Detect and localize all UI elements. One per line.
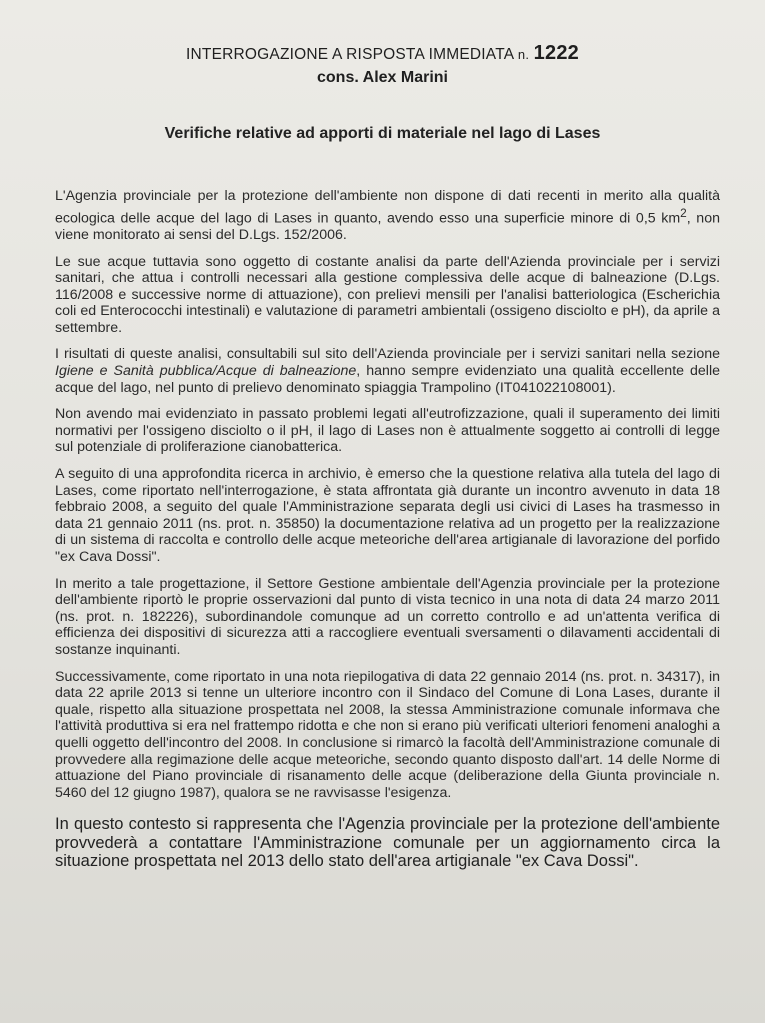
paragraph-2: Le sue acque tuttavia sono oggetto di costante analisi da parte dell'Azienda provinciale per i servizi sanitari, che attua i controlli necessari alla gestione complessiva delle acque di balneazione (D.Lgs. 116/2008 e successive norme di attuazione), con prelievi mensili per l'analisi batteriologica (Escherichia coli ed Enterococchi intestinali) e valutazione di parametri ambientali (ossigeno disciolto e pH), da aprile a settembre. [55,253,720,336]
paragraph-5: A seguito di una approfondita ricerca in archivio, è emerso che la questione relativa alla tutela del lago di Lases, come riportato nell'interrogazione, è stata affrontata già durante un incontro avvenuto in data 18 febbraio 2008, a seguito del quale l'Amministrazione separata degli usi civici di Lases ha trasmesso in data 21 gennaio 2011 (ns. prot. n. 35850) la documentazione relativa ad un progetto per la realizzazione di un sistema di raccolta e controllo delle acque meteoriche dell'area artigianale di lavorazione del porfido "ex Cava Dossi". [55,466,720,566]
title-number: 1222 [533,42,579,64]
paragraph-3 [55,346,720,396]
document-author: cons. Alex Marini [317,69,448,86]
paragraph-8: In questo contesto si rappresenta che l'Agenzia provinciale per la protezione dell'ambiente provvederà a contattare l'Amministrazione comunale per un aggiornamento circa la situazione prospettata nel 2013 dello stato dell'area artigianale "ex Cava Dossi". [55,815,720,871]
paragraph-3-section-name: Igiene e Sanità pubblica/Acque di balneazione [55,363,357,380]
paragraph-1 [55,188,720,244]
document-body [55,188,720,881]
paragraph-1-text-a: L'Agenzia provinciale per la protezione dell'ambiente non dispone di dati recenti in merito alla qualità ecologica delle acque del lago di Lases in quanto, avendo esso una superficie minore di 0,5 km [55,188,720,227]
paragraph-7: Successivamente, come riportato in una nota riepilogativa di data 22 gennaio 2014 (ns. prot. n. 34317), in data 22 aprile 2013 si tenne un ulteriore incontro con il Sindaco del Comune di Lona Lases, durante il quale, rispetto alla situazione prospettata nel 2008, la stessa Amministrazione comunale informava che l'attività produttiva si era nel frattempo ridotta e che non si erano più verificati ulteriori fenomeni analoghi a quelli oggetto dell'incontro del 2008. In conclusione si rimarcò la facoltà dell'Amministrazione comunale di provvedere alla regimazione delle acque meteoriche, secondo quanto disposto dall'art. 14 delle Norme di attuazione del Piano provinciale di risanamento delle acque (deliberazione della Giunta provinciale n. 5460 del 12 giugno 1987), qualora se ne ravvisasse l'esigenza. [55,668,720,801]
title-main: INTERROGAZIONE A RISPOSTA IMMEDIATA [186,46,518,63]
superscript-2: 2 [680,205,687,220]
document-header [0,42,765,87]
document-title [0,42,765,65]
document-subject: Verifiche relative ad apporti di materiale nel lago di Lases [164,125,601,142]
paragraph-3-text-a: I risultati di queste analisi, consultabili sul sito dell'Azienda provinciale per i servizi sanitari nella sezione [55,346,720,363]
title-n: n. [517,47,530,62]
paragraph-4: Non avendo mai evidenziato in passato problemi legati all'eutrofizzazione, quali il superamento dei limiti normativi per l'ossigeno disciolto o il pH, il lago di Lases non è attualmente soggetto ai controlli di legge sul potenziale di proliferazione cianobatterica. [55,406,720,456]
paragraph-3-text-b: , hanno sempre evidenziato una qualità eccellente delle acque del lago, nel punto di prelievo denominato spiaggia Trampolino (IT041022108001). [55,363,720,396]
paragraph-6: In merito a tale progettazione, il Settore Gestione ambientale dell'Agenzia provinciale per la protezione dell'ambiente riportò le proprie osservazioni dal punto di vista tecnico in una nota di data 24 marzo 2011 (ns. prot. n. 182226), subordinandole comunque ad un corretto controllo e ad un'attenta verifica di efficienza dei dispositivi di sicurezza atti a raccogliere eventuali sversamenti o dilavamenti accidentali di sostanze inquinanti. [55,575,720,658]
paragraph-1-text-b: , non viene monitorato ai sensi del D.Lgs. 152/2006. [55,210,720,243]
